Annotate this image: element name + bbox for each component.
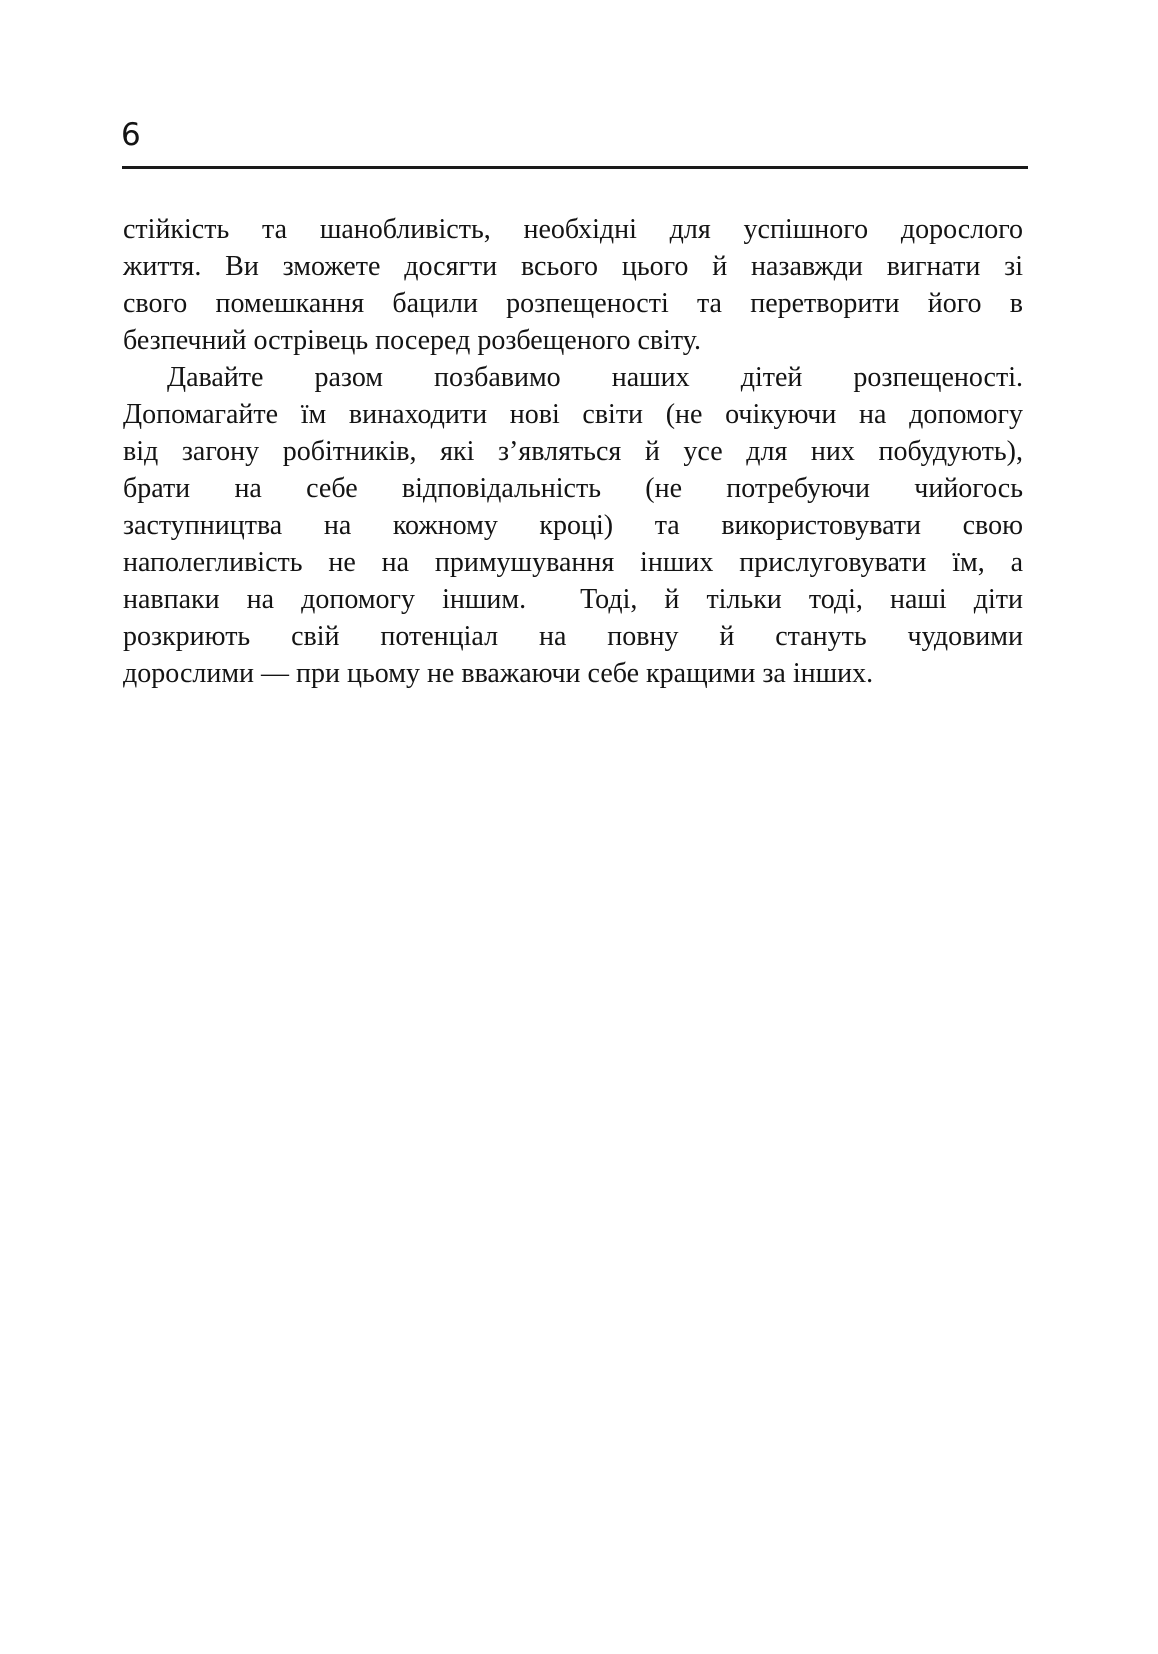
text-line: свого помешкання бацили розпещеності та перетворити його в (123, 288, 1023, 319)
text-line: стійкість та шанобливість, необхідні для успішного дорослого (123, 214, 1023, 245)
text-line: безпечний острівець посеред розбещеного світу. (123, 325, 701, 356)
text-line: від загону робітників, які з’являться й усе для них побудують), (123, 436, 1023, 467)
text-line: навпаки на допомогу іншим. Тоді, й тільки тоді, наші діти (123, 584, 1023, 615)
text-line: дорослими — при цьому не вважаючи себе кращими за інших. (123, 658, 874, 689)
text-line: Допомагайте їм винаходити нові світи (не очікуючи на допомогу (123, 399, 1023, 430)
page-number: 6 (121, 117, 141, 153)
text-line: наполегливість не на примушування інших прислуговувати їм, а (123, 547, 1023, 578)
text-line: заступництва на кожному кроці) та використовувати свою (123, 510, 1023, 541)
text-line: Давайте разом позбавимо наших дітей розпещеності. (167, 362, 1023, 393)
body-text (123, 211, 1023, 692)
text-line: розкриють свій потенціал на повну й стануть чудовими (123, 621, 1023, 652)
text-line: брати на себе відповідальність (не потребуючи чийогось (123, 473, 1023, 504)
text-line: життя. Ви зможете досягти всього цього й назавжди вигнати зі (123, 251, 1023, 282)
header-rule (122, 166, 1028, 169)
